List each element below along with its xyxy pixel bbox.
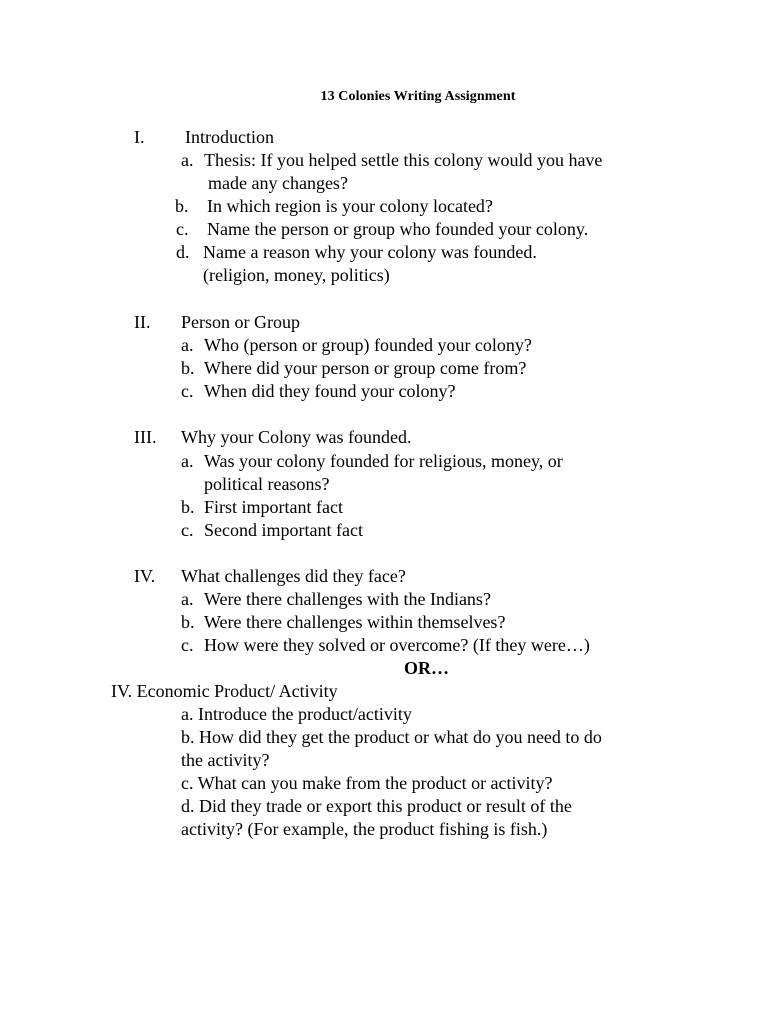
section-1-item-b-text: In which region is your colony located? bbox=[207, 196, 493, 216]
section-4-numeral: IV. bbox=[134, 566, 156, 586]
section-2-item-a-text: Who (person or group) founded your colony? bbox=[204, 335, 532, 355]
section-3-item-b-marker: b. bbox=[181, 497, 195, 517]
section-1-item-a-marker: a. bbox=[181, 150, 194, 170]
section-1-numeral: I. bbox=[134, 127, 145, 147]
document-title: 13 Colonies Writing Assignment bbox=[320, 89, 516, 104]
section-4-item-c-marker: c. bbox=[181, 635, 194, 655]
section-4-heading: What challenges did they face? bbox=[181, 566, 406, 586]
section-3-item-c-text: Second important fact bbox=[204, 520, 363, 540]
section-1-item-a-text: Thesis: If you helped settle this colony would you have bbox=[204, 150, 603, 170]
section-1-heading: Introduction bbox=[185, 127, 274, 147]
section-1-item-b-marker: b. bbox=[175, 196, 189, 216]
section-1-item-a-text-cont: made any changes? bbox=[208, 173, 348, 193]
section-4-alt-item-b: b. How did they get the product or what do you need to do bbox=[181, 727, 602, 747]
section-4-alt-item-c: c. What can you make from the product or activity? bbox=[181, 773, 553, 793]
section-3-numeral: III. bbox=[134, 427, 157, 447]
section-2-item-b-text: Where did your person or group come from? bbox=[204, 358, 527, 378]
section-4-alt-item-b-cont: the activity? bbox=[181, 750, 270, 770]
document-title-row bbox=[0, 89, 768, 105]
or-divider: OR… bbox=[404, 658, 449, 678]
section-2-heading: Person or Group bbox=[181, 312, 300, 332]
section-1-item-d-text: Name a reason why your colony was founded. bbox=[203, 242, 537, 262]
section-1-item-d-marker: d. bbox=[176, 242, 190, 262]
section-3-item-a-text: Was your colony founded for religious, money, or bbox=[204, 451, 563, 471]
section-3-item-a-marker: a. bbox=[181, 451, 194, 471]
section-4-alt-heading: IV. Economic Product/ Activity bbox=[111, 681, 338, 701]
section-4-item-a-text: Were there challenges with the Indians? bbox=[204, 589, 491, 609]
section-4-item-a-marker: a. bbox=[181, 589, 194, 609]
section-3-item-c-marker: c. bbox=[181, 520, 194, 540]
section-4-alt-item-d-cont: activity? (For example, the product fishing is fish.) bbox=[181, 819, 548, 839]
section-1-item-d-text-cont: (religion, money, politics) bbox=[203, 265, 390, 285]
section-3-item-a-text-cont: political reasons? bbox=[204, 474, 330, 494]
section-1-item-c-text: Name the person or group who founded your colony. bbox=[207, 219, 589, 239]
section-3-item-b-text: First important fact bbox=[204, 497, 343, 517]
section-2-item-c-text: When did they found your colony? bbox=[204, 381, 456, 401]
section-2-numeral: II. bbox=[134, 312, 151, 332]
section-2-item-a-marker: a. bbox=[181, 335, 194, 355]
section-2-item-c-marker: c. bbox=[181, 381, 194, 401]
section-4-item-c-text: How were they solved or overcome? (If they were…) bbox=[204, 635, 590, 655]
section-4-item-b-marker: b. bbox=[181, 612, 195, 632]
section-4-item-b-text: Were there challenges within themselves? bbox=[204, 612, 506, 632]
section-1-item-c-marker: c. bbox=[176, 219, 189, 239]
section-3-heading: Why your Colony was founded. bbox=[181, 427, 412, 447]
section-2-item-b-marker: b. bbox=[181, 358, 195, 378]
section-4-alt-item-a: a. Introduce the product/activity bbox=[181, 704, 412, 724]
section-4-alt-item-d: d. Did they trade or export this product or result of the bbox=[181, 796, 572, 816]
